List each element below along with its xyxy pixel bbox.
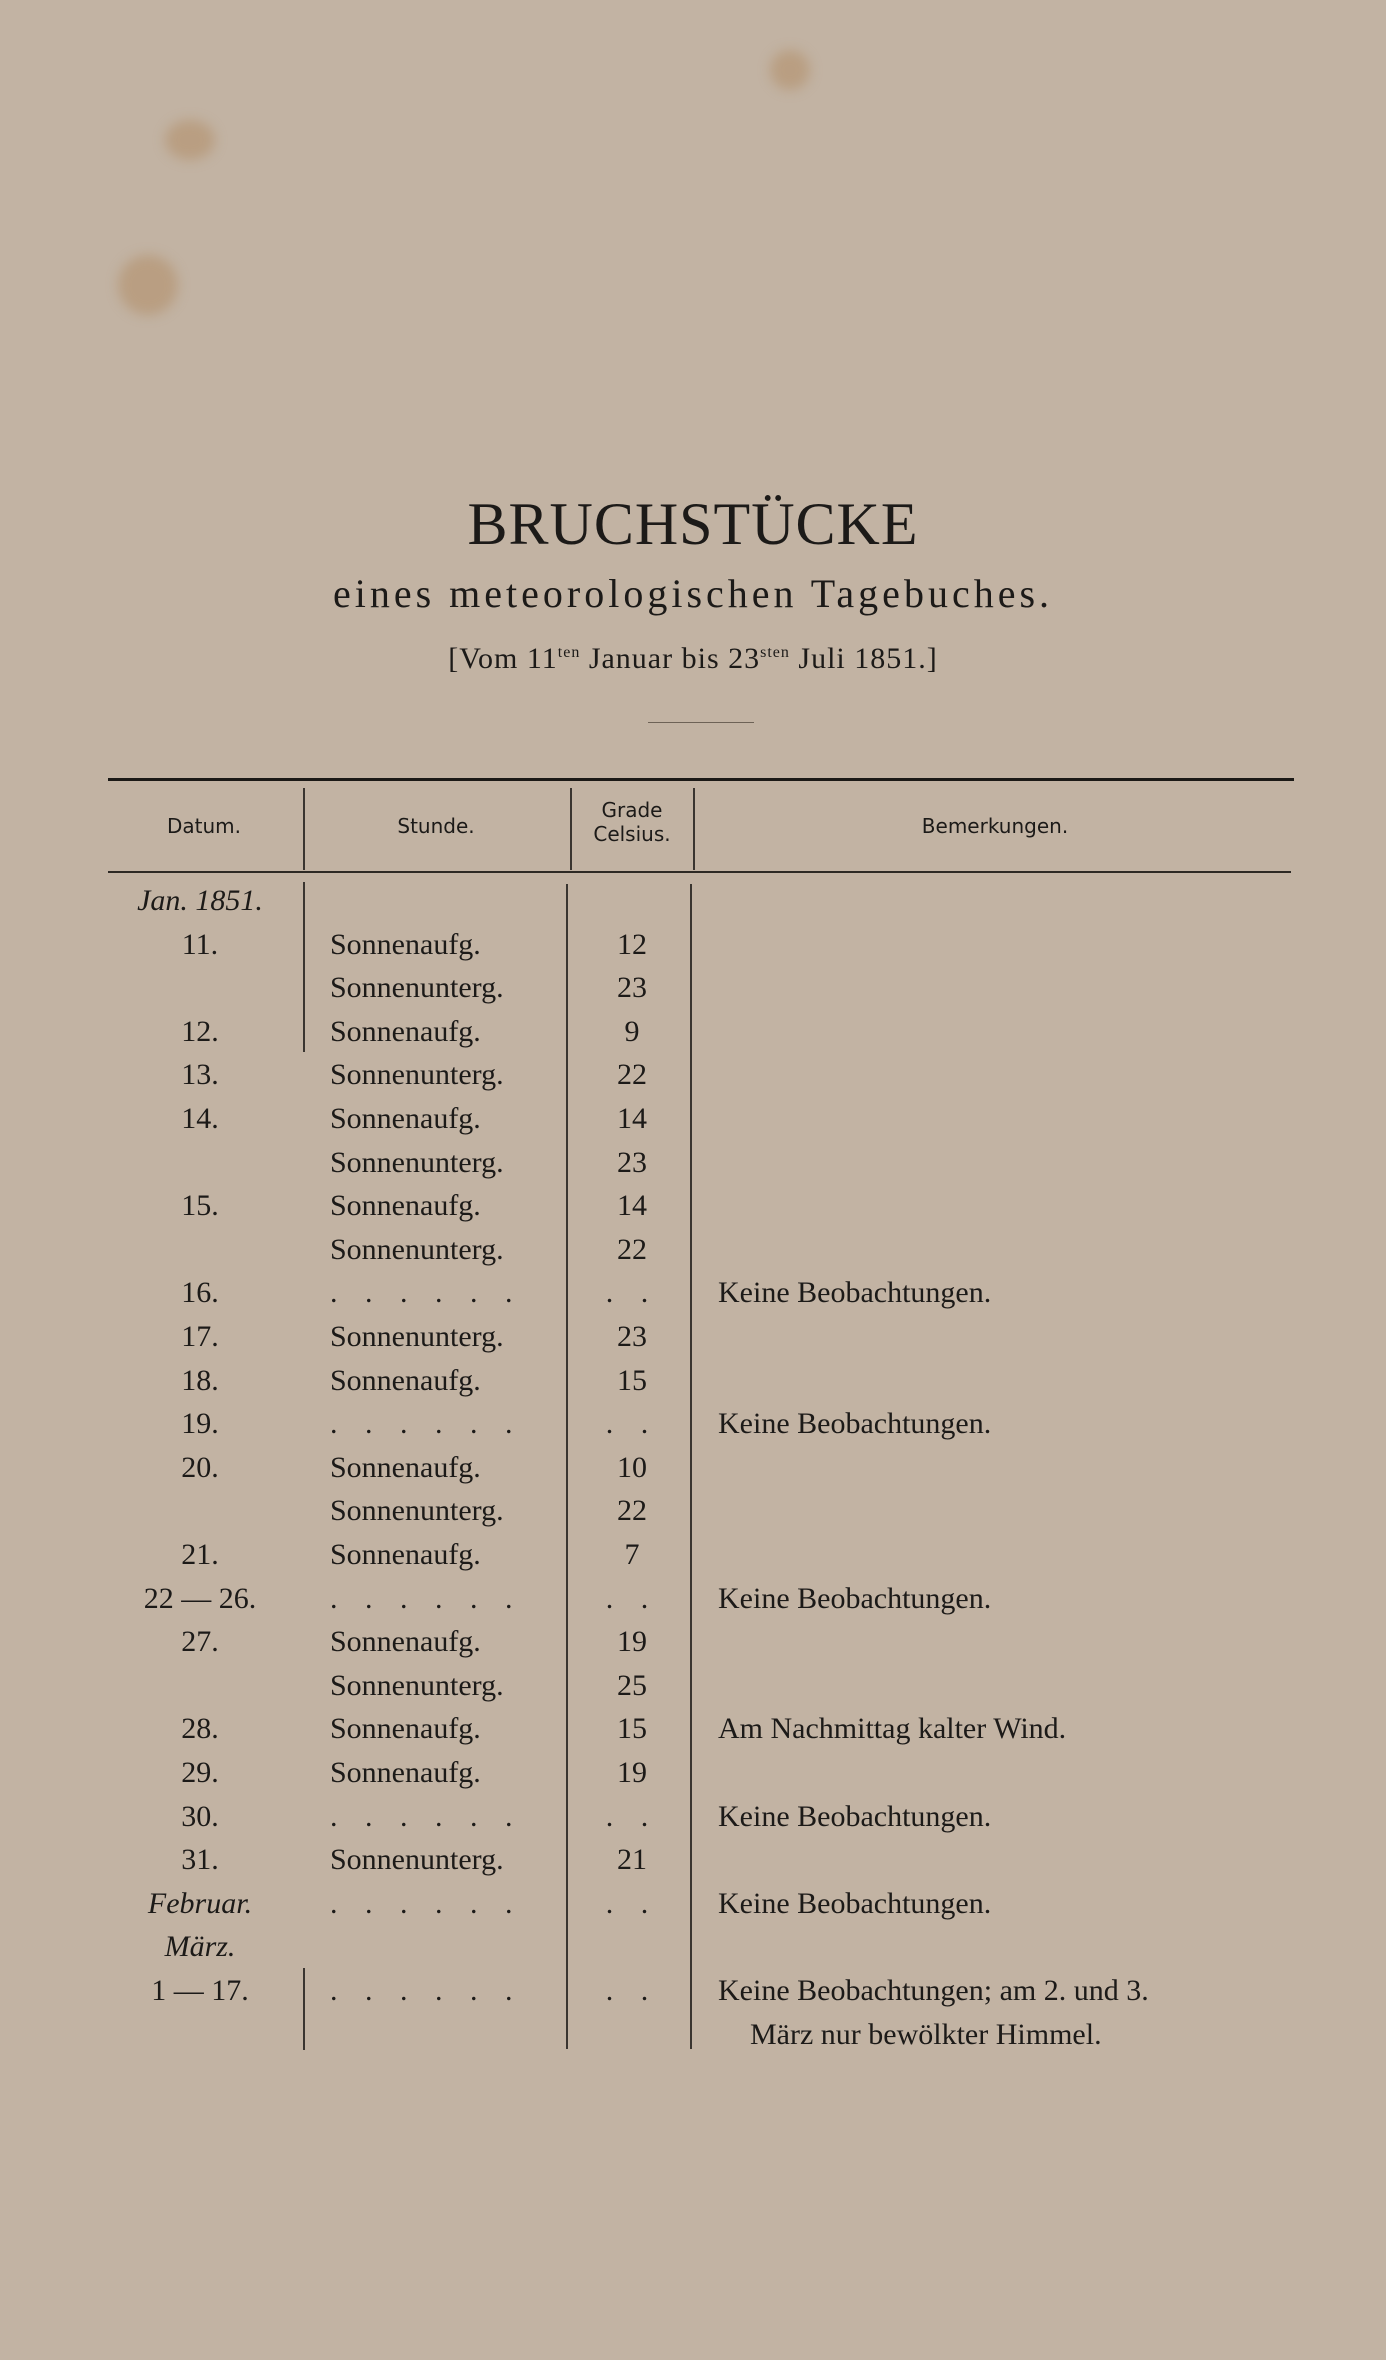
row-hour: Sonnenaufg. bbox=[330, 1102, 481, 1135]
row-date: 21. bbox=[181, 1538, 219, 1571]
row-date: 15. bbox=[181, 1189, 219, 1222]
row-degrees: . . bbox=[605, 1582, 659, 1615]
row-hour: Sonnenunterg. bbox=[330, 1233, 504, 1266]
row-date: 30. bbox=[181, 1800, 219, 1833]
row-hour: Sonnenaufg. bbox=[330, 928, 481, 961]
row-degrees: 21 bbox=[617, 1843, 647, 1876]
date-range: [Vom $11^{ten}$ Januar bis $23^{sten}$ Juli 1851.] bbox=[448, 642, 938, 675]
row-degrees: 10 bbox=[617, 1451, 647, 1484]
row-degrees: 22 bbox=[617, 1494, 647, 1527]
row-degrees: 23 bbox=[617, 1146, 647, 1179]
column-divider bbox=[303, 1968, 305, 2050]
row-degrees: 12 bbox=[617, 928, 647, 961]
row-hour: Sonnenaufg. bbox=[330, 1451, 481, 1484]
header-grade-line1: Grade bbox=[601, 798, 663, 822]
row-remark: Keine Beobachtungen. bbox=[718, 1407, 992, 1440]
row-degrees: 19 bbox=[617, 1756, 647, 1789]
table-header-rule bbox=[108, 871, 1291, 873]
row-degrees: 15 bbox=[617, 1364, 647, 1397]
row-date: 18. bbox=[181, 1364, 219, 1397]
row-degrees: 14 bbox=[617, 1102, 647, 1135]
row-hour: Sonnenunterg. bbox=[330, 1058, 504, 1091]
row-remark: Keine Beobachtungen. bbox=[718, 1800, 992, 1833]
row-hour: Sonnenaufg. bbox=[330, 1015, 481, 1048]
column-divider bbox=[303, 788, 305, 870]
row-hour: Sonnenunterg. bbox=[330, 1843, 504, 1876]
decorative-rule bbox=[648, 722, 754, 723]
table-top-rule bbox=[108, 778, 1294, 781]
row-date: 16. bbox=[181, 1276, 219, 1309]
row-hour: Sonnenunterg. bbox=[330, 1494, 504, 1527]
row-date: 31. bbox=[181, 1843, 219, 1876]
row-hour: Sonnenaufg. bbox=[330, 1538, 481, 1571]
row-remark: März nur bewölkter Himmel. bbox=[750, 2018, 1102, 2051]
row-degrees: 7 bbox=[624, 1538, 640, 1571]
page-subtitle: eines meteorologischen Tagebuches. bbox=[332, 571, 1054, 616]
row-remark: Am Nachmittag kalter Wind. bbox=[718, 1712, 1067, 1745]
row-hour: . . . . . . bbox=[330, 1407, 523, 1440]
row-hour: Sonnenunterg. bbox=[330, 1669, 504, 1702]
row-degrees: 9 bbox=[624, 1015, 640, 1048]
row-degrees: . . bbox=[605, 1887, 659, 1920]
row-remark: Keine Beobachtungen. bbox=[718, 1276, 992, 1309]
row-hour: . . . . . . bbox=[330, 1974, 523, 2007]
row-degrees: . . bbox=[605, 1407, 659, 1440]
header-bemerkungen: Bemerkungen. bbox=[921, 814, 1069, 838]
row-degrees: . . bbox=[605, 1974, 659, 2007]
row-date: 1 — 17. bbox=[151, 1974, 249, 2007]
row-date: 20. bbox=[181, 1451, 219, 1484]
row-date: Februar. bbox=[147, 1887, 253, 1920]
column-divider bbox=[566, 884, 568, 2049]
page-title: BRUCHSTÜCKE bbox=[467, 491, 919, 557]
row-degrees: 22 bbox=[617, 1233, 647, 1266]
paper-stain bbox=[770, 50, 810, 90]
row-degrees: . . bbox=[605, 1800, 659, 1833]
row-date: März. bbox=[164, 1930, 236, 1963]
row-date: 22 — 26. bbox=[143, 1582, 257, 1615]
header-datum: Datum. bbox=[166, 814, 241, 838]
row-date: 29. bbox=[181, 1756, 219, 1789]
header-stunde: Stunde. bbox=[397, 814, 475, 838]
row-date: 27. bbox=[181, 1625, 219, 1658]
row-hour: . . . . . . bbox=[330, 1276, 523, 1309]
paper-stain bbox=[165, 120, 215, 160]
row-hour: Sonnenunterg. bbox=[330, 1320, 504, 1353]
row-date: 28. bbox=[181, 1712, 219, 1745]
row-degrees: 22 bbox=[617, 1058, 647, 1091]
row-hour: . . . . . . bbox=[330, 1887, 523, 1920]
row-degrees: 23 bbox=[617, 1320, 647, 1353]
row-hour: . . . . . . bbox=[330, 1582, 523, 1615]
row-degrees: . . bbox=[605, 1276, 659, 1309]
row-remark: Keine Beobachtungen. bbox=[718, 1887, 992, 1920]
row-date: 19. bbox=[181, 1407, 219, 1440]
row-hour: Sonnenunterg. bbox=[330, 1146, 504, 1179]
row-degrees: 25 bbox=[617, 1669, 647, 1702]
row-degrees: 14 bbox=[617, 1189, 647, 1222]
row-remark: Keine Beobachtungen. bbox=[718, 1582, 992, 1615]
row-degrees: 15 bbox=[617, 1712, 647, 1745]
row-date: 12. bbox=[181, 1015, 219, 1048]
paper-stain bbox=[118, 255, 178, 315]
row-date: 13. bbox=[181, 1058, 219, 1091]
header-grade-line2: Celsius. bbox=[593, 822, 671, 846]
row-hour: Sonnenaufg. bbox=[330, 1712, 481, 1745]
row-date: Jan. 1851. bbox=[137, 884, 263, 917]
row-date: 14. bbox=[181, 1102, 219, 1135]
row-remark: Keine Beobachtungen; am 2. und 3. bbox=[718, 1974, 1149, 2007]
row-hour: Sonnenunterg. bbox=[330, 971, 504, 1004]
row-hour: . . . . . . bbox=[330, 1800, 523, 1833]
row-degrees: 23 bbox=[617, 971, 647, 1004]
row-date: 11. bbox=[181, 928, 219, 961]
row-hour: Sonnenaufg. bbox=[330, 1189, 481, 1222]
column-divider bbox=[570, 788, 572, 870]
header-grade bbox=[572, 798, 692, 846]
column-divider bbox=[693, 788, 695, 870]
row-date: 17. bbox=[181, 1320, 219, 1353]
row-hour: Sonnenaufg. bbox=[330, 1756, 481, 1789]
row-hour: Sonnenaufg. bbox=[330, 1364, 481, 1397]
row-hour: Sonnenaufg. bbox=[330, 1625, 481, 1658]
row-degrees: 19 bbox=[617, 1625, 647, 1658]
column-divider bbox=[303, 882, 305, 1052]
